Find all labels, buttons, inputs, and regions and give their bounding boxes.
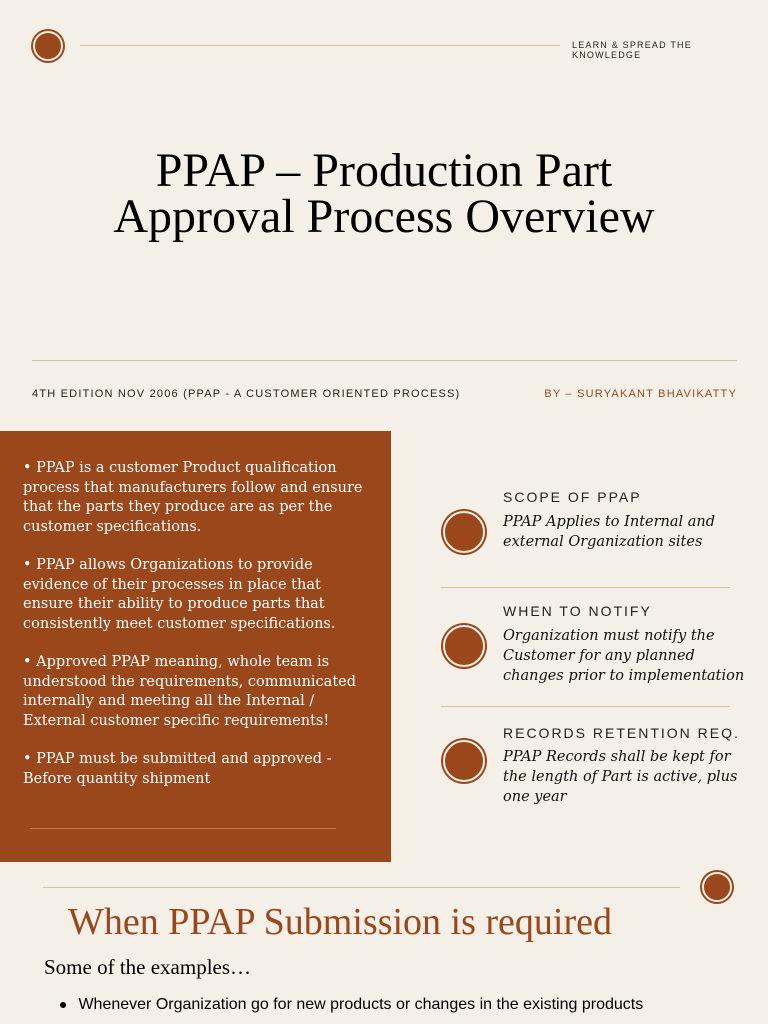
title-divider — [32, 360, 737, 361]
overview-point: • PPAP must be submitted and approved - Before quantity shipment — [23, 751, 332, 787]
submission-subheading: Some of the examples… — [44, 955, 252, 979]
overview-point: • PPAP is a customer Product qualification process that manufacturers follow and ensure that the parts they produce are as per the customer specifications. — [23, 460, 363, 535]
fact-divider — [441, 587, 730, 588]
list-item-text: Whenever Organization go for new products or changes in the existing products — [78, 996, 644, 1013]
overview-point: • PPAP allows Organizations to provide evidence of their processes in place that ensure their ability to produce parts that consistently meet customer specifications. — [23, 557, 336, 632]
section-circle-icon — [702, 872, 732, 902]
list-item — [60, 996, 643, 1014]
records-circle-icon — [443, 740, 485, 782]
page-title — [40, 144, 728, 243]
fact-text-records: PPAP Records shall be kept for the length of Part is active, plus one year — [503, 749, 738, 805]
bullet-dot-icon — [60, 1002, 66, 1008]
submission-heading: When PPAP Submission is required — [68, 901, 613, 943]
scope-circle-icon — [443, 511, 485, 553]
title-line-2: Approval Process Overview — [113, 190, 655, 243]
notify-circle-icon — [443, 625, 485, 667]
tagline: LEARN & SPREAD THE KNOWLEDGE — [572, 40, 692, 60]
fact-heading-notify: WHEN TO NOTIFY — [503, 603, 652, 619]
box-divider — [30, 828, 336, 829]
author-label: BY – SURYAKANT BHAVIKATTY — [544, 388, 737, 400]
overview-point: • Approved PPAP meaning, whole team is understood the requirements, communicated internally and meeting all the Internal / External customer specific requirements! — [23, 654, 357, 729]
fact-heading-records: RECORDS RETENTION REQ. — [503, 725, 740, 741]
title-line-1: PPAP – Production Part — [155, 144, 613, 197]
fact-text-notify: Organization must notify the Customer for any planned changes prior to implementation — [503, 628, 745, 684]
fact-divider — [441, 706, 730, 707]
logo-circle-icon — [33, 31, 63, 61]
fact-text-scope: PPAP Applies to Internal and external Organization sites — [503, 514, 716, 550]
header-divider — [80, 45, 560, 46]
edition-label: 4TH EDITION NOV 2006 (PPAP - A CUSTOMER ORIENTED PROCESS) — [32, 388, 461, 400]
overview-box — [0, 431, 391, 862]
fact-heading-scope: SCOPE OF PPAP — [503, 489, 642, 505]
section-divider — [43, 887, 680, 888]
